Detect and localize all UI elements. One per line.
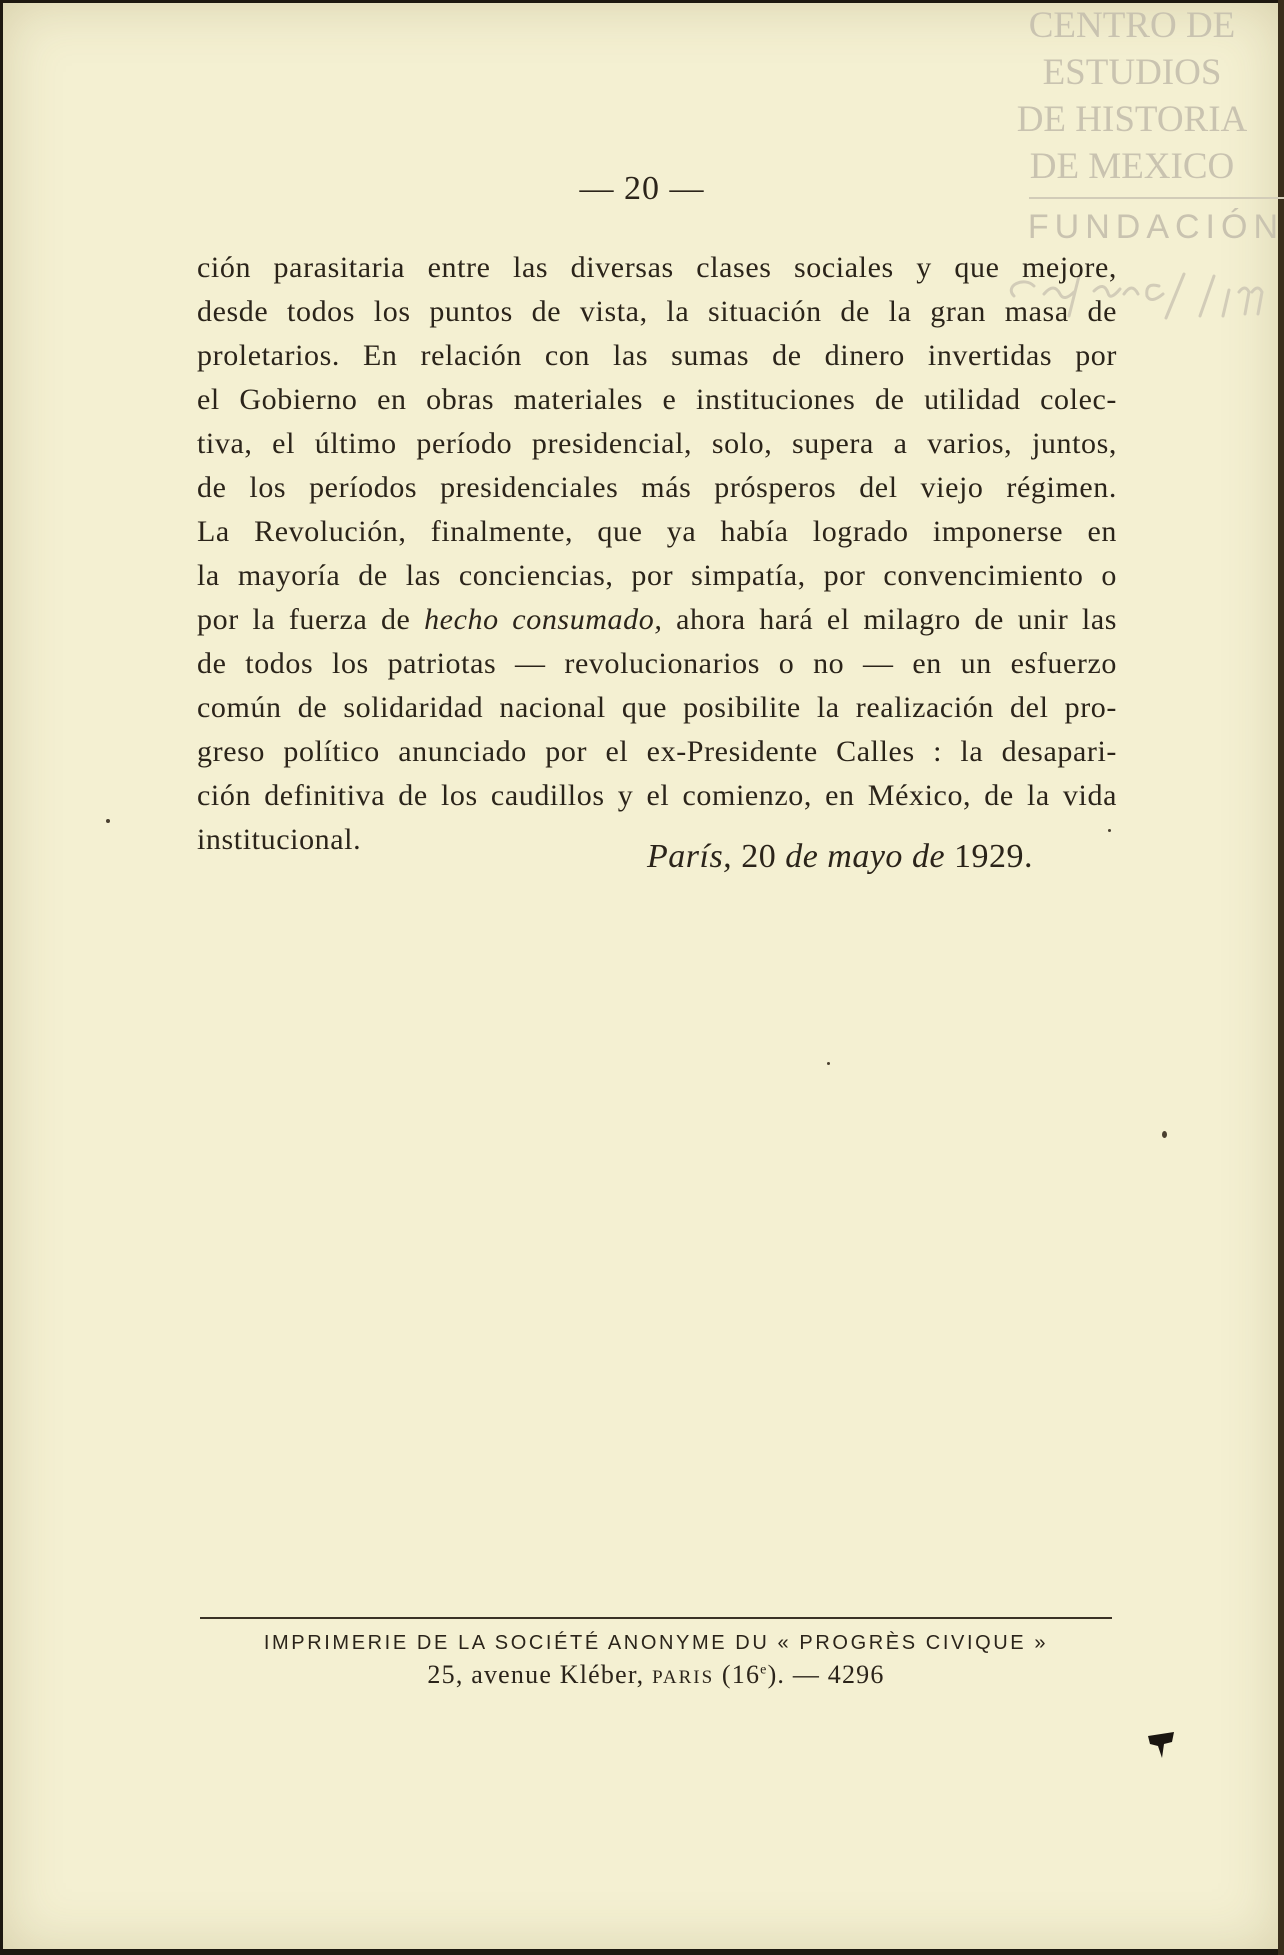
printer-address xyxy=(200,1660,1112,1690)
body-paragraph xyxy=(197,246,1117,862)
scan-border-bottom xyxy=(0,1949,1284,1955)
watermark-line: ESTUDIOS xyxy=(1042,52,1222,93)
text-line: greso político anunciado por el ex-Presidente Calles : la desapari- xyxy=(197,735,1117,768)
date-month: mayo xyxy=(827,838,903,875)
date-year: 1929. xyxy=(954,838,1034,875)
scan-speck xyxy=(827,1062,830,1065)
text-fragment: ahora hará el milagro de unir las xyxy=(676,603,1117,636)
text-line: tiva, el último período presidencial, solo, supera a varios, juntos, xyxy=(197,427,1117,460)
date-word: de xyxy=(911,838,946,875)
archive-watermark xyxy=(1002,2,1262,190)
text-line: de los períodos presidenciales más prósperos del viejo régimen. xyxy=(197,471,1117,504)
scan-speck xyxy=(1108,829,1111,832)
page-number: — 20 — xyxy=(579,170,705,207)
address-city: PARIS xyxy=(652,1667,715,1688)
text-line: ción parasitaria entre las diversas clases sociales y que mejore, xyxy=(197,251,1117,284)
scan-speck xyxy=(1162,1131,1167,1138)
date-place: París, xyxy=(647,838,733,875)
text-line: el Gobierno en obras materiales e instituciones de utilidad colec- xyxy=(197,383,1117,416)
watermark-line: DE MEXICO xyxy=(1029,146,1235,187)
ink-blot-icon xyxy=(1144,1728,1180,1762)
text-line: proletarios. En relación con las sumas de dinero invertidas por xyxy=(197,339,1117,372)
dateline xyxy=(647,838,1033,876)
text-line-mixed xyxy=(197,598,1117,642)
text-fragment: por la fuerza de xyxy=(197,603,411,636)
watermark-line: CENTRO DE xyxy=(1028,5,1236,46)
italic-phrase: hecho consumado, xyxy=(424,603,663,636)
scan-speck xyxy=(106,819,110,823)
text-line: desde todos los puntos de vista, la situación de la gran masa de xyxy=(197,295,1117,328)
date-word: de xyxy=(785,838,819,875)
address-dash: — xyxy=(792,1660,821,1689)
text-line: institucional. xyxy=(197,823,362,856)
text-line: ción definitiva de los caudillos y el comienzo, en México, de la vida xyxy=(197,779,1117,812)
job-number: 4296 xyxy=(827,1660,885,1689)
footer-rule xyxy=(200,1617,1112,1619)
text-line: común de solidaridad nacional que posibilite la realización del pro- xyxy=(197,691,1117,724)
date-day: 20 xyxy=(741,838,777,875)
address-street: avenue Kléber, xyxy=(471,1660,645,1689)
text-line: La Revolución, finalmente, que ya había logrado imponerse en xyxy=(197,515,1117,548)
scan-border-left xyxy=(0,0,3,1955)
watermark-fundacion: FUNDACIÓN xyxy=(1027,208,1284,246)
address-district: (16e). xyxy=(721,1660,786,1689)
text-line: de todos los patriotas — revolucionarios o no — en un esfuerzo xyxy=(197,647,1117,680)
printer-imprint: IMPRIMERIE DE LA SOCIÉTÉ ANONYME DU « PROGRÈS CIVIQUE » xyxy=(263,1632,1049,1654)
text-line: la mayoría de las conciencias, por simpatía, por convencimiento o xyxy=(197,559,1117,592)
address-number: 25, xyxy=(427,1660,464,1689)
watermark-line: DE HISTORIA xyxy=(1016,99,1248,140)
